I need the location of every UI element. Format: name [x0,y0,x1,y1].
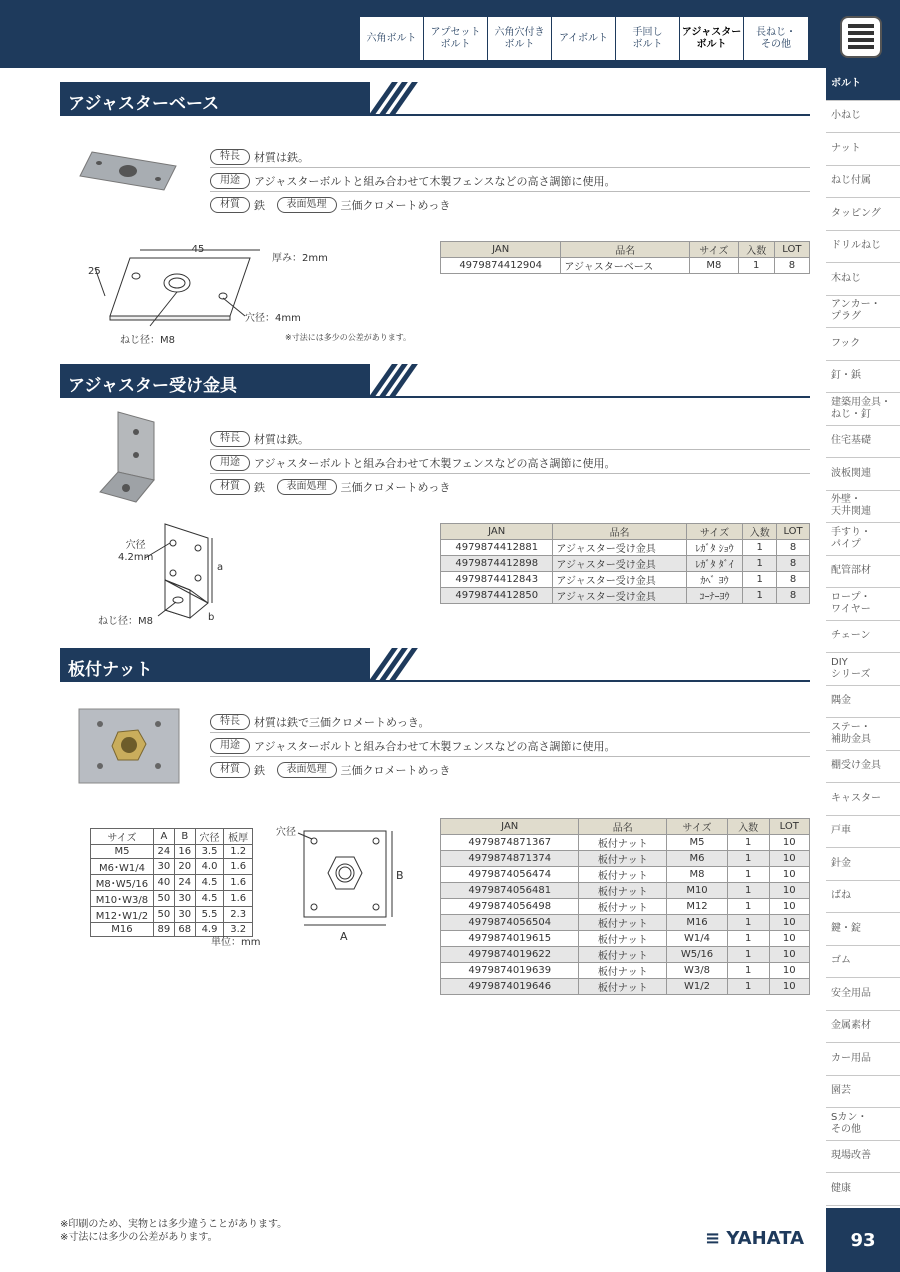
table-cell: 4979874019622 [441,947,579,963]
product-table-3 [440,818,810,995]
surface-label: 表面処理 [277,479,337,495]
table-cell: 10 [769,979,809,995]
dim-b: b [208,612,215,623]
size-cell: 1.6 [224,891,253,907]
size-row [91,891,253,907]
size-cell: 50 [153,907,174,923]
table-cell: アジャスター受け金具 [553,556,686,572]
size-cell: M8･W5/16 [91,875,154,891]
table-cell: 1 [727,867,769,883]
tab-long-screw[interactable]: 長ねじ・ その他 [756,26,796,50]
size-cell: 24 [153,845,174,859]
col-name: 品名 [553,524,686,540]
col-size: サイズ [686,524,743,540]
size-cell: 89 [153,923,174,937]
table-cell: 板付ナット [579,979,667,995]
table-cell: ｶﾍﾞ ﾖｳ [686,572,743,588]
hole-note: 穴径 4.2mm [118,540,154,563]
size-cell: 30 [174,907,195,923]
sidebar-item[interactable]: フック [826,328,900,361]
col-jan: JAN [441,819,579,835]
table-cell: W1/4 [667,931,728,947]
sidebar-item[interactable]: 金属素材 [826,1011,900,1044]
use-text: アジャスターボルトと組み合わせて木製フェンスなどの高さ調節に使用。 [254,174,616,188]
table-cell: 4979874056498 [441,899,579,915]
tolerance-note: ※寸法には多少の公差があります。 [285,333,412,342]
table-cell: 板付ナット [579,851,667,867]
size-cell: 4.5 [195,891,224,907]
page-number: 93 [826,1208,900,1272]
table-cell: 板付ナット [579,835,667,851]
table-cell: 1 [743,540,777,556]
table-cell: ﾚｶﾞﾀ ｼｮｳ [686,540,743,556]
table-cell: 板付ナット [579,963,667,979]
table-cell: M6 [667,851,728,867]
size-cell: 50 [153,891,174,907]
size-header: A [153,829,174,845]
table-row [441,963,810,979]
col-lot: LOT [777,524,810,540]
table-cell: 10 [769,963,809,979]
table-row [441,899,810,915]
table-cell: 10 [769,931,809,947]
sidebar-nav [826,68,900,1208]
table-row [441,931,810,947]
sidebar-item[interactable]: ボルト [826,68,900,101]
sidebar-item[interactable]: ゴム [826,946,900,979]
surface-text: 三価クロメートめっき [340,764,451,777]
feature-text: 材質は鉄で三価クロメートめっき。 [254,715,430,729]
size-cell: 40 [153,875,174,891]
table-cell: 10 [769,835,809,851]
sidebar-item[interactable]: 隅金 [826,686,900,719]
sidebar-item[interactable]: 手すり・ パイプ [826,523,900,556]
size-cell: 2.3 [224,907,253,923]
use-row [210,170,810,192]
tab-hex-bolt[interactable]: 六角ボルト [360,17,424,60]
use-row [210,452,810,474]
table-cell: 板付ナット [579,867,667,883]
surface-label: 表面処理 [277,762,337,778]
size-cell: M12･W1/2 [91,907,154,923]
table-cell: 1 [727,931,769,947]
col-lot: LOT [774,242,809,258]
table-cell: 10 [769,947,809,963]
product-table-2 [440,523,810,604]
size-header: B [174,829,195,845]
hole-note: 穴径：4mm [245,313,301,324]
table-cell: 1 [727,835,769,851]
table-cell: 8 [777,588,810,604]
table-cell: 10 [769,851,809,867]
feature-label: 特長 [210,149,250,165]
sidebar-item[interactable]: カー用品 [826,1043,900,1076]
size-header: サイズ [91,829,154,845]
material-label: 材質 [210,479,250,495]
sidebar-item[interactable]: 木ねじ [826,263,900,296]
brand-logo: ≡ YAHATA [705,1228,805,1249]
tab-upset-bolt[interactable]: アプセット ボルト [424,17,488,60]
feature-label: 特長 [210,431,250,447]
dim-a: A [340,930,348,943]
dim-b: B [396,869,404,882]
size-row [91,859,253,875]
table-cell: 板付ナット [579,883,667,899]
sidebar-item[interactable]: DIY シリーズ [826,653,900,686]
adjuster-bracket-photo [96,410,166,506]
sidebar-item[interactable]: 住宅基礎 [826,426,900,459]
table-cell: 10 [769,915,809,931]
table-cell: 1 [727,899,769,915]
col-qty: 入数 [738,242,774,258]
table-cell: 板付ナット [579,947,667,963]
table-cell: 4979874019615 [441,931,579,947]
size-table [90,828,253,937]
size-row [91,907,253,923]
sidebar-item[interactable]: ばね [826,881,900,914]
size-cell: 1.6 [224,875,253,891]
table-row [441,851,810,867]
category-tabs [359,16,809,61]
use-label: 用途 [210,738,250,754]
table-row [441,883,810,899]
surface-text: 三価クロメートめっき [340,481,451,494]
table-cell: アジャスター受け金具 [553,540,686,556]
section-title-adjuster-bracket: アジャスター受け金具 [60,364,810,398]
feature-row [210,428,810,450]
unit-note: 単位：mm [211,937,261,948]
adjuster-base-photo [78,148,178,194]
material-text: 鉄 [254,199,265,212]
product-table-1 [440,241,810,274]
size-cell: 3.5 [195,845,224,859]
sidebar-item[interactable]: 現場改善 [826,1141,900,1174]
feature-row [210,146,810,168]
table-cell: アジャスター受け金具 [553,572,686,588]
use-label: 用途 [210,455,250,471]
size-cell: 20 [174,859,195,875]
feature-row [210,711,810,733]
table-cell: 板付ナット [579,899,667,915]
section-title-adjuster-base: アジャスターベース [60,82,810,116]
sidebar-item[interactable]: 釘・鋲 [826,361,900,394]
col-lot: LOT [769,819,809,835]
table-cell: 板付ナット [579,915,667,931]
col-jan: JAN [441,524,553,540]
table-cell: 4979874412850 [441,588,553,604]
table-cell: 10 [769,899,809,915]
size-header: 穴径 [195,829,224,845]
table-row [441,258,810,274]
table-cell: M12 [667,899,728,915]
col-name: 品名 [561,242,690,258]
table-row [441,915,810,931]
table-cell: 4979874056504 [441,915,579,931]
table-row [441,556,810,572]
plate-nut-photo [78,708,180,784]
table-cell: 4979874871367 [441,835,579,851]
size-cell: M6･W1/4 [91,859,154,875]
sidebar-item[interactable]: 安全用品 [826,978,900,1011]
col-jan: JAN [441,242,561,258]
table-cell: W5/16 [667,947,728,963]
size-cell: 1.6 [224,859,253,875]
dim-h: 25 [88,266,101,277]
sidebar-item[interactable]: キャスター [826,783,900,816]
col-qty: 入数 [727,819,769,835]
sidebar-item[interactable]: ロープ・ ワイヤー [826,588,900,621]
col-size: サイズ [690,242,739,258]
table-cell: W1/2 [667,979,728,995]
sidebar-item[interactable]: 棚受け金具 [826,751,900,784]
table-cell: M8 [667,867,728,883]
table-row [441,979,810,995]
sidebar-item[interactable]: ステー・ 補助金具 [826,718,900,751]
surface-text: 三価クロメートめっき [340,199,451,212]
size-row [91,875,253,891]
feature-label: 特長 [210,714,250,730]
table-cell: ｺｰﾅｰﾖｳ [686,588,743,604]
sidebar-item[interactable]: 針金 [826,848,900,881]
feature-text: 材質は鉄。 [254,150,309,164]
material-row [210,194,810,216]
table-cell: M16 [667,915,728,931]
table-cell: 8 [777,572,810,588]
use-text: アジャスターボルトと組み合わせて木製フェンスなどの高さ調節に使用。 [254,739,616,753]
table-cell: ﾚｶﾞﾀ ﾀﾞｲ [686,556,743,572]
table-cell: 1 [727,883,769,899]
material-text: 鉄 [254,764,265,777]
plate-nut-drawing [276,825,416,945]
table-cell: アジャスター受け金具 [553,588,686,604]
table-cell: 4979874412904 [441,258,561,274]
size-cell: 30 [153,859,174,875]
table-row [441,867,810,883]
table-cell: 1 [727,915,769,931]
sidebar-item[interactable]: アンカー・ プラグ [826,296,900,329]
table-row [441,835,810,851]
table-cell: 4979874412898 [441,556,553,572]
size-cell: 4.5 [195,875,224,891]
sidebar-item[interactable]: 園芸 [826,1076,900,1109]
table-cell: 8 [777,556,810,572]
material-row [210,759,810,781]
material-label: 材質 [210,197,250,213]
thread-note: ねじ径：M8 [120,335,175,346]
surface-label: 表面処理 [277,197,337,213]
sidebar-item[interactable]: 波板関連 [826,458,900,491]
size-cell: 3.2 [224,923,253,937]
table-cell: 4979874871374 [441,851,579,867]
sidebar-item[interactable]: 鍵・錠 [826,913,900,946]
size-cell: 16 [174,845,195,859]
col-qty: 入数 [743,524,777,540]
table-cell: 10 [769,883,809,899]
hole-note: 穴径 [276,827,296,838]
tab-socket-bolt[interactable]: 六角穴付き ボルト [488,17,552,60]
table-cell: 4979874019646 [441,979,579,995]
section-title-plate-nut: 板付ナット [60,648,810,682]
table-cell: 1 [743,556,777,572]
tab-hand-bolt[interactable]: 手回し ボルト [616,17,680,60]
col-size: サイズ [667,819,728,835]
sidebar-item[interactable]: 健康 [826,1173,900,1206]
feature-text: 材質は鉄。 [254,432,309,446]
size-header: 板厚 [224,829,253,845]
size-cell: M5 [91,845,154,859]
size-cell: 4.9 [195,923,224,937]
use-label: 用途 [210,173,250,189]
table-cell: 1 [743,588,777,604]
table-cell: 10 [769,867,809,883]
table-cell: M8 [690,258,739,274]
tab-eye-bolt[interactable]: アイボルト [552,17,616,60]
table-row [441,947,810,963]
sidebar-item[interactable]: Sカン・ その他 [826,1108,900,1141]
thickness-note: 厚み：2mm [272,253,328,264]
table-cell: 8 [774,258,809,274]
material-label: 材質 [210,762,250,778]
table-cell: 4979874056481 [441,883,579,899]
use-text: アジャスターボルトと組み合わせて木製フェンスなどの高さ調節に使用。 [254,456,616,470]
table-cell: M10 [667,883,728,899]
size-cell: 4.0 [195,859,224,875]
sidebar-item[interactable]: 小ねじ [826,101,900,134]
table-row [441,540,810,556]
dim-w: 45 [191,244,205,255]
table-cell: 板付ナット [579,931,667,947]
sidebar-item[interactable]: ナット [826,133,900,166]
sidebar-item[interactable]: 戸車 [826,816,900,849]
sidebar-item[interactable]: チェーン [826,621,900,654]
sidebar-item[interactable]: タッピング [826,198,900,231]
table-row [441,572,810,588]
table-cell: M5 [667,835,728,851]
table-cell: 1 [727,963,769,979]
table-cell: 4979874412881 [441,540,553,556]
table-cell: 4979874019639 [441,963,579,979]
footer-notes: ※印刷のため、実物とは多少違うことがあります。 ※寸法には多少の公差があります。 [60,1219,288,1243]
material-row [210,476,810,498]
sidebar-item[interactable]: 外壁・ 天井関連 [826,491,900,524]
size-cell: 1.2 [224,845,253,859]
table-cell: W3/8 [667,963,728,979]
size-cell: 5.5 [195,907,224,923]
table-cell: 8 [777,540,810,556]
sidebar-item[interactable]: ドリルねじ [826,231,900,264]
dim-a: a [217,562,224,573]
size-cell: 68 [174,923,195,937]
sidebar-item[interactable]: 建築用金具・ ねじ・釘 [826,393,900,426]
table-cell: 1 [727,947,769,963]
sidebar-item[interactable]: ねじ付属 [826,166,900,199]
table-cell: アジャスターベース [561,258,690,274]
size-cell: M10･W3/8 [91,891,154,907]
thread-note: ねじ径：M8 [98,616,153,627]
table-row [441,588,810,604]
size-cell: 30 [174,891,195,907]
sidebar-item[interactable]: 配管部材 [826,556,900,589]
col-name: 品名 [579,819,667,835]
table-cell: 1 [727,979,769,995]
table-cell: 4979874056474 [441,867,579,883]
table-cell: 1 [738,258,774,274]
table-cell: 1 [727,851,769,867]
size-cell: M16 [91,923,154,937]
bolt-category-icon [840,16,882,58]
table-cell: 4979874412843 [441,572,553,588]
tab-adjuster-bolt[interactable]: アジャスター ボルト [680,17,744,60]
material-text: 鉄 [254,481,265,494]
size-cell: 24 [174,875,195,891]
table-cell: 1 [743,572,777,588]
use-row [210,735,810,757]
size-row [91,845,253,859]
